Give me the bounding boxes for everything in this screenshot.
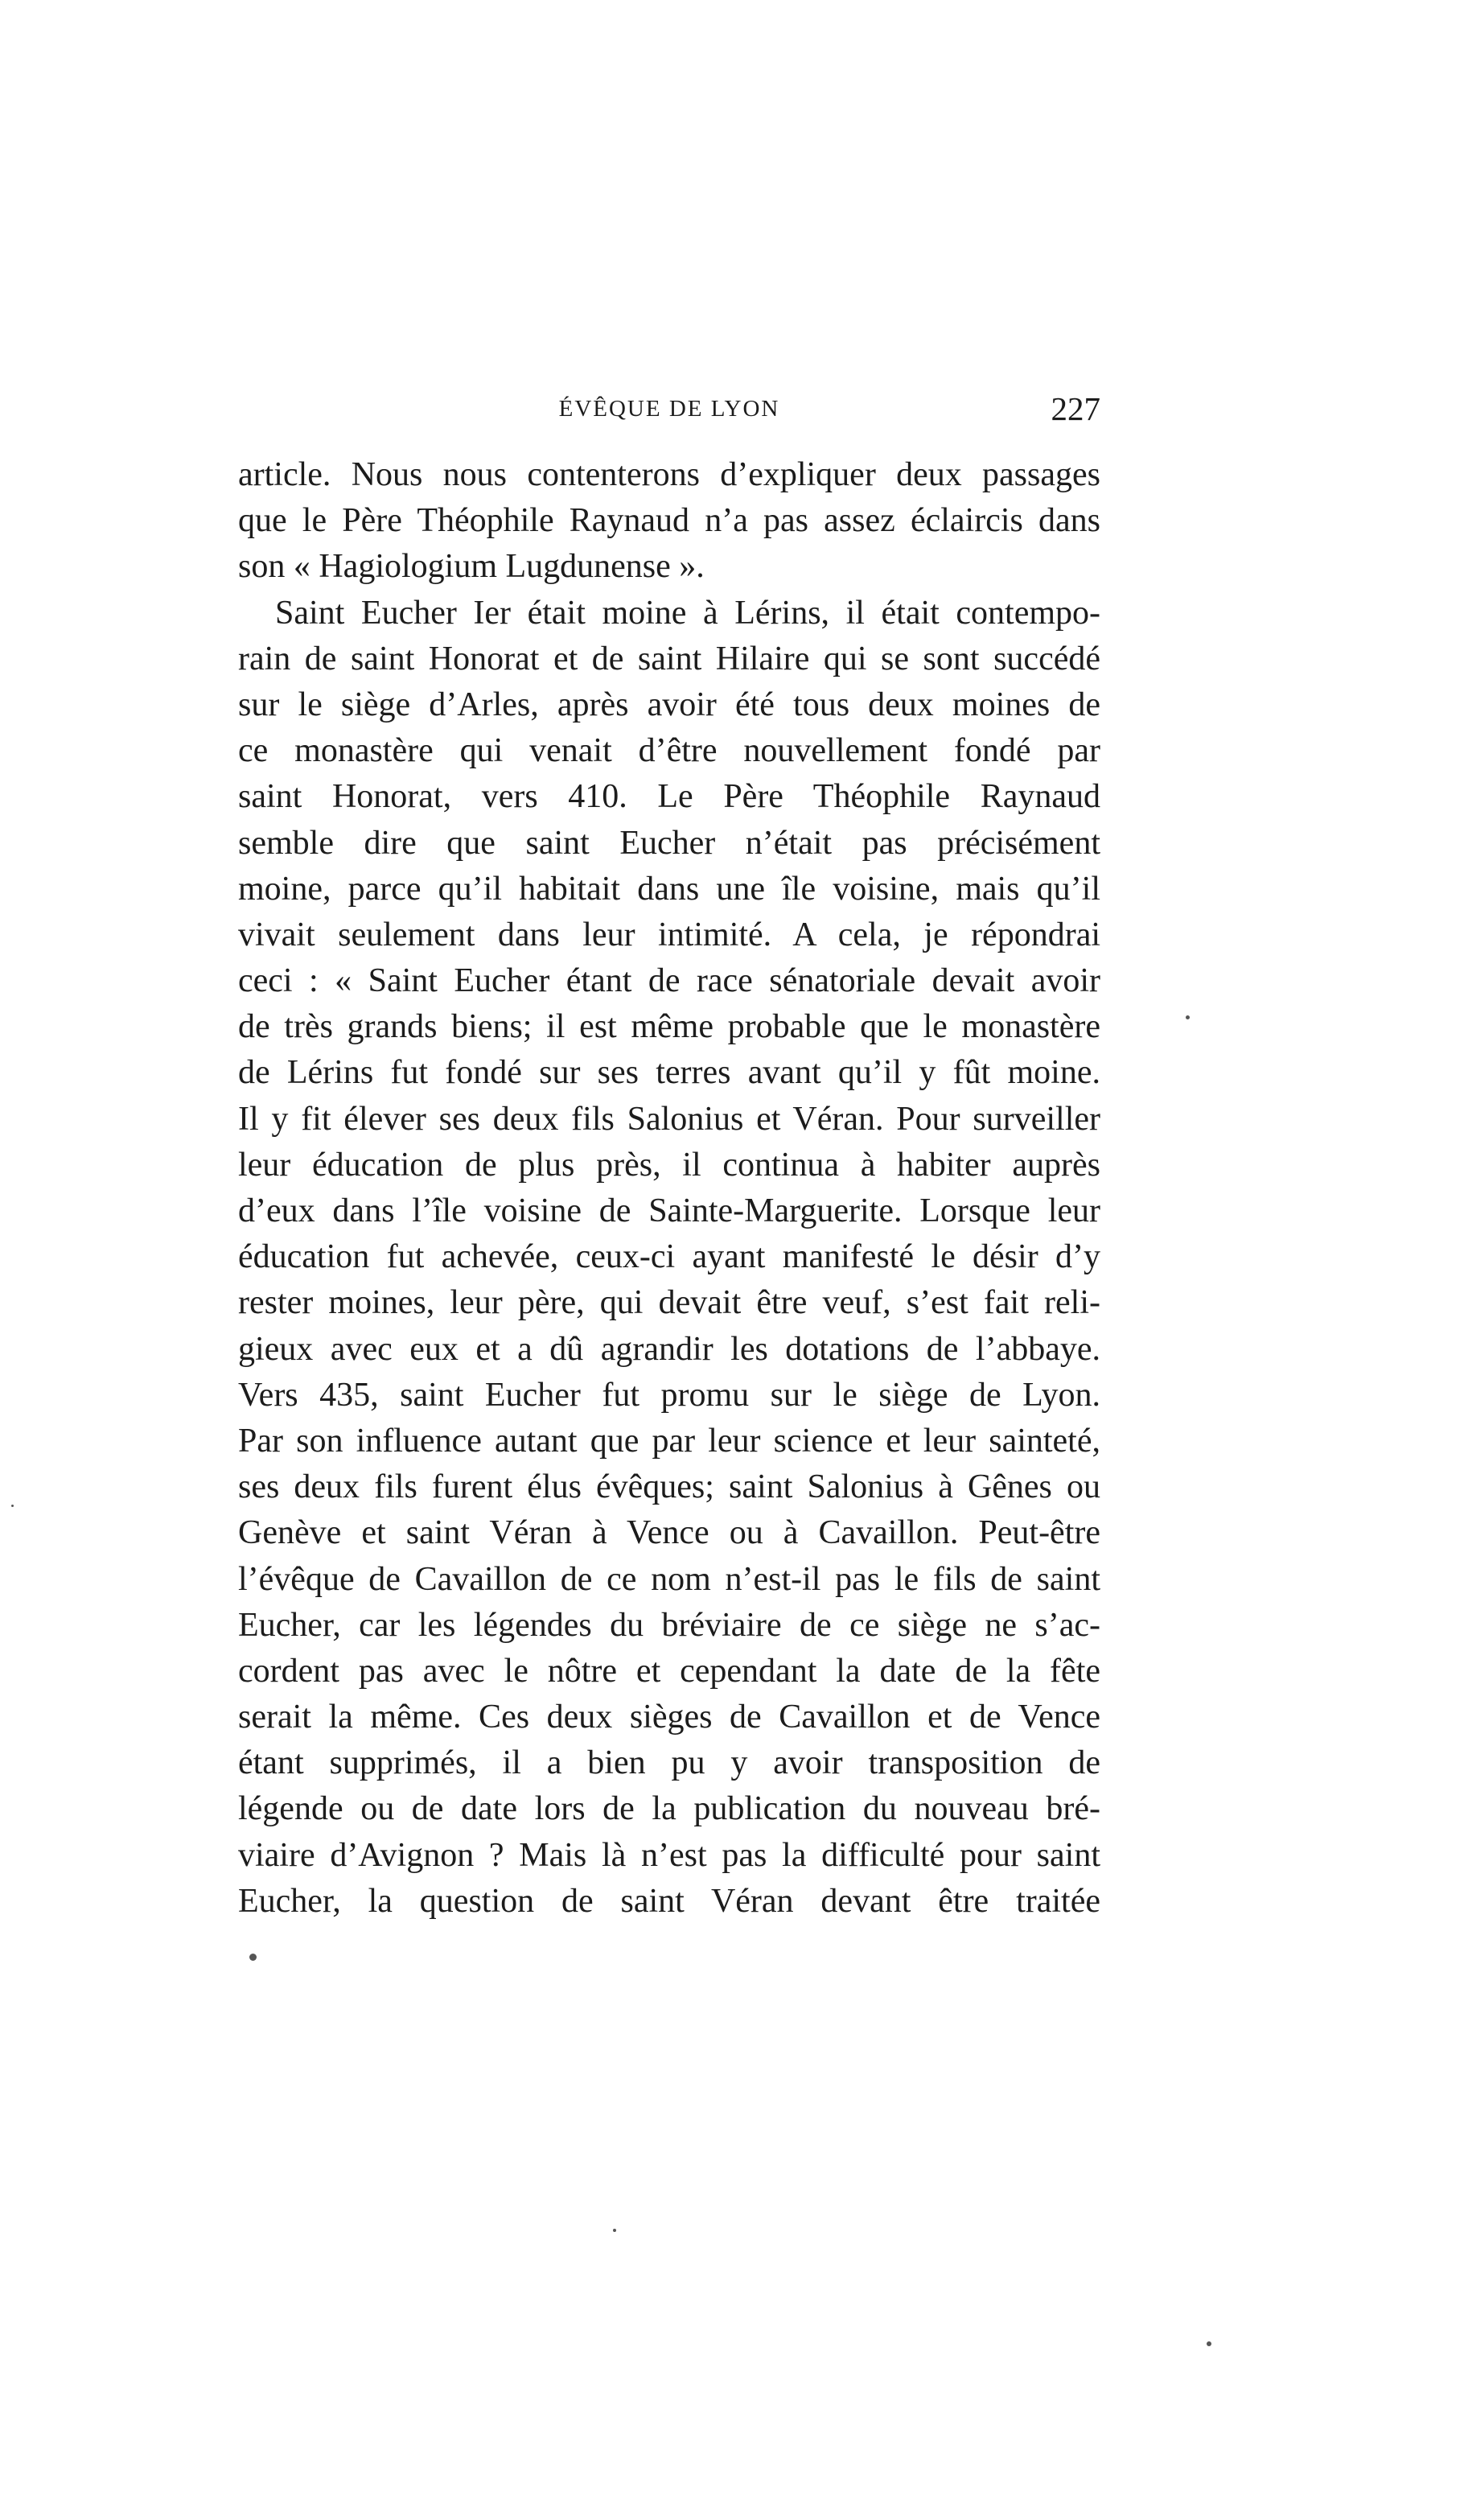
- text-line: rain de saint Honorat et de saint Hilaire qui se sont succédé: [238, 640, 1100, 677]
- page-number: 227: [1051, 390, 1100, 427]
- text-line: l’évêque de Cavaillon de ce nom n’est-il pas le fils de saint: [238, 1560, 1100, 1598]
- scan-speck: [1186, 1015, 1190, 1019]
- text-line: viaire d’Avignon ? Mais là n’est pas la difficulté pour saint: [238, 1836, 1100, 1874]
- text-line: moine, parce qu’il habitait dans une île voisine, mais qu’il: [238, 870, 1100, 908]
- text-line: d’eux dans l’île voisine de Sainte-Marguerite. Lorsque leur: [238, 1192, 1100, 1229]
- scan-speck: [11, 1505, 14, 1507]
- text-line: Eucher, car les légendes du bréviaire de ce siège ne s’ac-: [238, 1606, 1100, 1644]
- text-line: ceci : « Saint Eucher étant de race sénatoriale devait avoir: [238, 962, 1100, 1000]
- text-line: article. Nous nous contenterons d’expliquer deux passages: [238, 456, 1100, 493]
- scan-speck: [613, 2229, 616, 2232]
- text-line: sur le siège d’Arles, après avoir été tous deux moines de: [238, 686, 1100, 723]
- text-line: éducation fut achevée, ceux-ci ayant manifesté le désir d’y: [238, 1238, 1100, 1276]
- running-head: [238, 389, 1100, 430]
- text-line: gieux avec eux et a dû agrandir les dotations de l’abbaye.: [238, 1330, 1100, 1368]
- text-line: saint Honorat, vers 410. Le Père Théophile Raynaud: [238, 778, 1100, 816]
- text-line: étant supprimés, il a bien pu y avoir transposition de: [238, 1744, 1100, 1782]
- text-line: Il y fit élever ses deux fils Salonius et Véran. Pour surveiller: [238, 1100, 1100, 1138]
- text-line: Par son influence autant que par leur science et leur sainteté,: [238, 1422, 1100, 1460]
- text-line: vivait seulement dans leur intimité. A cela, je répondrai: [238, 916, 1100, 953]
- text-line: serait la même. Ces deux sièges de Cavaillon et de Vence: [238, 1699, 1100, 1736]
- text-line: de très grands biens; il est même probable que le monastère: [238, 1008, 1100, 1046]
- text-line: ses deux fils furent élus évêques; saint Salonius à Gênes ou: [238, 1468, 1100, 1506]
- text-line: Eucher, la question de saint Véran devant être traitée: [238, 1882, 1100, 1920]
- text-line: Vers 435, saint Eucher fut promu sur le siège de Lyon.: [238, 1376, 1100, 1414]
- text-line: son « Hagiologium Lugdunense ».: [238, 548, 705, 586]
- paragraph-first-line: Saint Eucher Ier était moine à Lérins, il était contempo-: [275, 594, 1100, 632]
- text-line: leur éducation de plus près, il continua à habiter auprès: [238, 1146, 1100, 1184]
- text-line: de Lérins fut fondé sur ses terres avant qu’il y fût moine.: [238, 1054, 1100, 1092]
- text-line: que le Père Théophile Raynaud n’a pas assez éclaircis dans: [238, 502, 1100, 540]
- running-title: ÉVÊQUE DE LYON: [558, 396, 780, 422]
- text-line: cordent pas avec le nôtre et cependant la date de la fête: [238, 1652, 1100, 1690]
- text-line: rester moines, leur père, qui devait être veuf, s’est fait reli-: [238, 1284, 1100, 1322]
- text-line: Genève et saint Véran à Vence ou à Cavaillon. Peut-être: [238, 1514, 1100, 1552]
- body-text: [238, 452, 1100, 1925]
- text-line: semble dire que saint Eucher n’était pas précisément: [238, 824, 1100, 862]
- text-line: ce monastère qui venait d’être nouvellement fondé par: [238, 732, 1100, 770]
- text-line: légende ou de date lors de la publication du nouveau bré-: [238, 1790, 1100, 1828]
- scan-speck: [249, 1954, 257, 1961]
- scan-speck: [1207, 2341, 1211, 2346]
